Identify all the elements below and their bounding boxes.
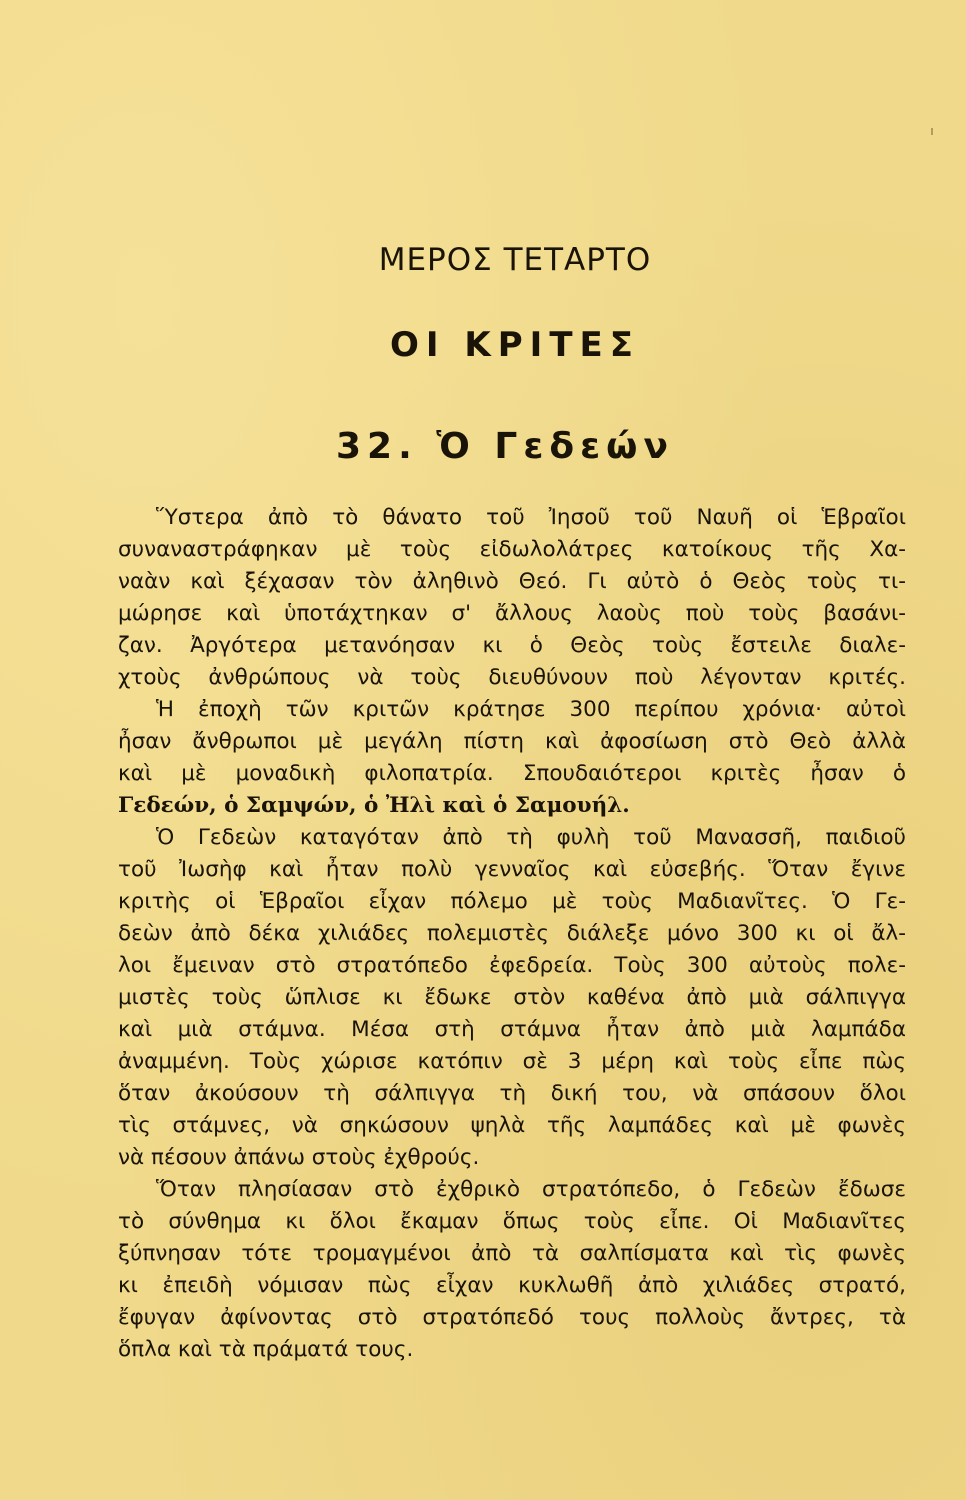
- text-line: καὶ μιὰ στάμνα. Μέσα στὴ στάμνα ἦταν ἀπὸ μιὰ λαμπάδα: [118, 1017, 906, 1042]
- text-line: Ἡ ἐποχὴ τῶν κριτῶν κράτησε 300 περίπου χρόνια· αὐτοὶ: [156, 697, 906, 722]
- text-line: νὰ πέσουν ἀπάνω στοὺς ἐχθρούς.: [118, 1145, 480, 1170]
- text-line: ναὰν καὶ ξέχασαν τὸν ἀληθινὸ Θεό. Γι αὐτὸ ὁ Θεὸς τοὺς τι-: [118, 569, 906, 594]
- text-line: κι ἐπειδὴ νόμισαν πὼς εἶχαν κυκλωθῆ ἀπὸ χιλιάδες στρατό,: [118, 1273, 906, 1298]
- part-title: ΜΕΡΟΣ ΤΕΤΑΡΤΟ: [378, 242, 652, 278]
- text-line: Ὕστερα ἀπὸ τὸ θάνατο τοῦ Ἰησοῦ τοῦ Ναυῆ οἱ Ἑβραῖοι: [156, 505, 906, 530]
- text-line: χτοὺς ἀνθρώπους νὰ τοὺς διευθύνουν ποὺ λέγονταν κριτές.: [118, 665, 906, 690]
- text-line: δεὼν ἀπὸ δέκα χιλιάδες πολεμιστὲς διάλεξε μόνο 300 κι οἱ ἄλ-: [118, 921, 906, 946]
- text-line: ξύπνησαν τότε τρομαγμένοι ἀπὸ τὰ σαλπίσματα καὶ τὶς φωνὲς: [118, 1241, 906, 1266]
- text-line: λοι ἔμειναν στὸ στρατόπεδο ἐφεδρεία. Τοὺς 300 αὐτοὺς πολε-: [118, 953, 906, 978]
- text-line: μιστὲς τοὺς ὥπλισε κι ἔδωκε στὸν καθένα ἀπὸ μιὰ σάλπιγγα: [118, 985, 906, 1010]
- text-line: ὅταν ἀκούσουν τὴ σάλπιγγα τὴ δική του, νὰ σπάσουν ὅλοι: [118, 1081, 906, 1106]
- text-line: τὸ σύνθημα κι ὅλοι ἔκαμαν ὅπως τοὺς εἶπε. Οἱ Μαδιανῖτες: [118, 1209, 906, 1234]
- text-line: Ὁ Γεδεὼν καταγόταν ἀπὸ τὴ φυλὴ τοῦ Μανασσῆ, παιδιοῦ: [156, 825, 906, 850]
- page-speck: [931, 128, 933, 135]
- text-line: Γεδεών, ὁ Σαμψών, ὁ Ἠλὶ καὶ ὁ Σαμουήλ.: [118, 793, 630, 818]
- chapter-title: 32. Ὁ Γεδεών: [336, 426, 674, 467]
- body-text: [118, 502, 906, 1366]
- book-title: ΟΙ ΚΡΙΤΕΣ: [390, 325, 640, 365]
- text-line: καὶ μὲ μοναδικὴ φιλοπατρία. Σπουδαιότεροι κριτὲς ἦσαν ὁ: [118, 761, 906, 786]
- text-line: ἔφυγαν ἀφίνοντας στὸ στρατόπεδό τους πολλοὺς ἄντρες, τὰ: [118, 1305, 906, 1330]
- text-line: συναναστράφηκαν μὲ τοὺς εἰδωλολάτρες κατοίκους τῆς Χα-: [118, 537, 906, 562]
- text-line: ἀναμμένη. Τοὺς χώρισε κατόπιν σὲ 3 μέρη καὶ τοὺς εἶπε πὼς: [118, 1049, 906, 1074]
- text-line: Ὅταν πλησίασαν στὸ ἐχθρικὸ στρατόπεδο, ὁ Γεδεὼν ἔδωσε: [156, 1177, 906, 1202]
- text-line: τοῦ Ἰωσὴφ καὶ ἦταν πολὺ γενναῖος καὶ εὐσεβής. Ὅταν ἔγινε: [118, 857, 906, 882]
- text-line: ὅπλα καὶ τὰ πράματά τους.: [118, 1337, 414, 1362]
- text-line: μώρησε καὶ ὑποτάχτηκαν σ' ἄλλους λαοὺς ποὺ τοὺς βασάνι-: [118, 601, 906, 626]
- text-line: ζαν. Ἀργότερα μετανόησαν κι ὁ Θεὸς τοὺς ἔστειλε διαλε-: [118, 633, 906, 658]
- text-line: ἦσαν ἄνθρωποι μὲ μεγάλη πίστη καὶ ἀφοσίωση στὸ Θεὸ ἀλλὰ: [118, 729, 906, 754]
- text-line: κριτὴς οἱ Ἑβραῖοι εἶχαν πόλεμο μὲ τοὺς Μαδιανῖτες. Ὁ Γε-: [118, 889, 906, 914]
- text-line: τὶς στάμνες, νὰ σηκώσουν ψηλὰ τῆς λαμπάδες καὶ μὲ φωνὲς: [118, 1113, 906, 1138]
